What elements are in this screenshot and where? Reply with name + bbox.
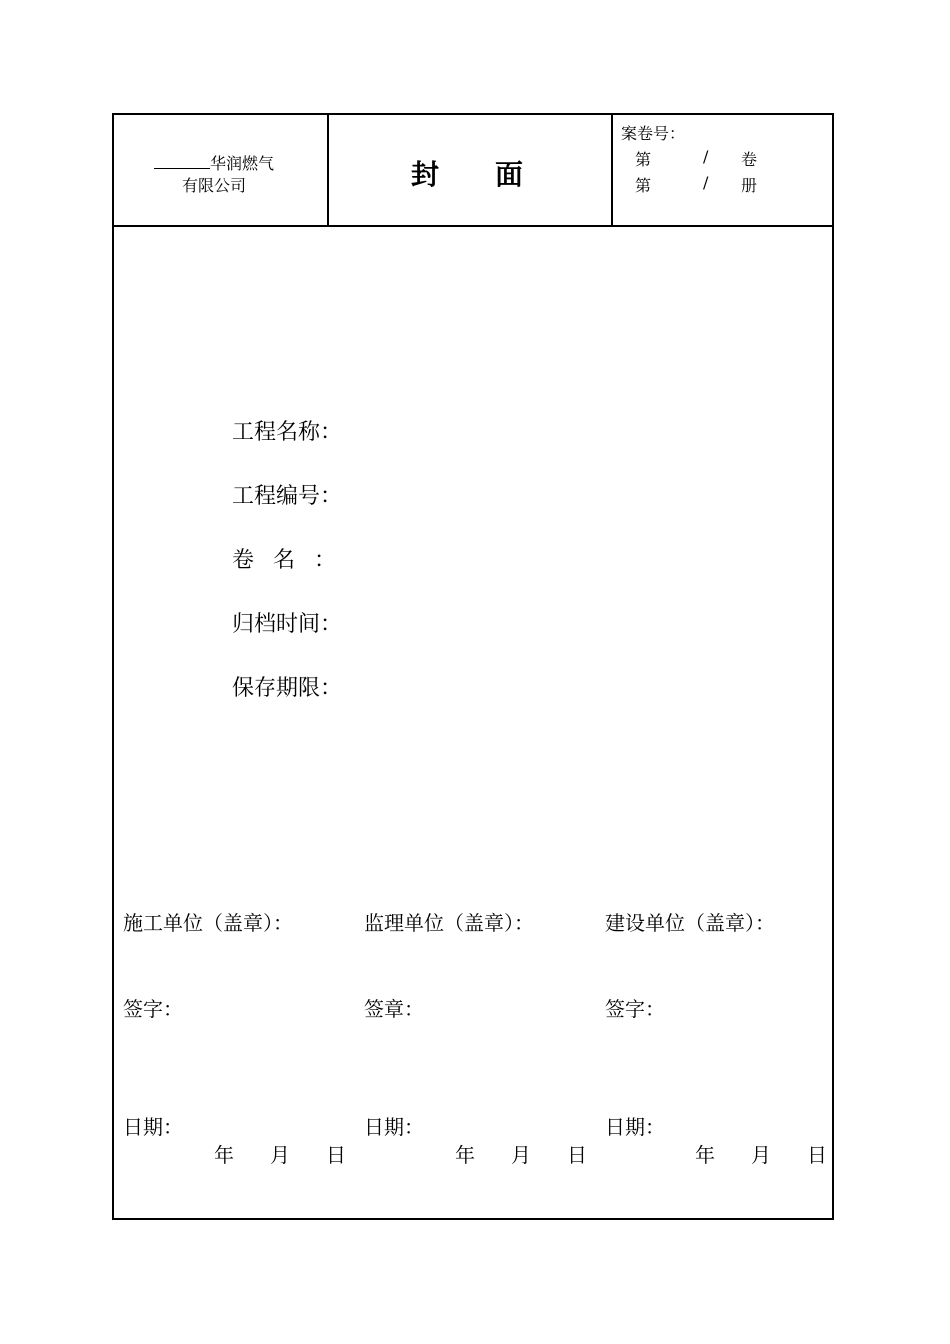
booklet-row-prefix: 第 (635, 176, 652, 195)
year-label: 年 (455, 1143, 475, 1167)
volume-row-unit: 卷 (741, 150, 758, 169)
volume-name-label (232, 543, 336, 574)
volume-row-slash: / (703, 147, 709, 166)
supervision-date-label: 日期： (364, 1115, 424, 1139)
project-name-label: 工程名称： (232, 420, 343, 445)
volume-row-prefix: 第 (635, 150, 652, 169)
construction-unit-label: 施工单位（盖章）： (123, 911, 293, 935)
owner-unit-label: 建设单位（盖章）： (605, 911, 775, 935)
page-title: 封面 (411, 158, 580, 191)
construction-sign-label: 签字： (123, 997, 183, 1021)
day-label: 日 (567, 1143, 587, 1167)
day-label: 日 (326, 1143, 346, 1167)
booklet-row-unit: 册 (741, 176, 758, 195)
volume-cell (613, 115, 832, 225)
month-label: 月 (751, 1143, 771, 1167)
year-label: 年 (214, 1143, 234, 1167)
company-name-line2: 有限公司 (182, 176, 247, 195)
company-name-blank (154, 153, 210, 169)
owner-date-label: 日期： (605, 1115, 665, 1139)
day-label: 日 (807, 1143, 827, 1167)
month-label: 月 (511, 1143, 531, 1167)
volume-name-text: 卷名： (232, 548, 336, 573)
title-cell (329, 115, 613, 225)
month-label: 月 (270, 1143, 290, 1167)
volume-number-label: 案卷号： (621, 124, 686, 143)
cover-header (114, 115, 832, 227)
project-number-label: 工程编号： (232, 484, 343, 509)
supervision-unit-label: 监理单位（盖章）： (364, 911, 534, 935)
construction-date-label: 日期： (123, 1115, 183, 1139)
owner-sign-label: 签字： (605, 997, 665, 1021)
company-name-line1 (154, 151, 274, 174)
company-cell (114, 115, 329, 225)
supervision-seal-label: 签章： (364, 997, 424, 1021)
retention-period-label: 保存期限： (232, 676, 343, 701)
company-suffix: 华润燃气 (210, 154, 275, 173)
booklet-row-slash: / (703, 173, 709, 192)
cover-frame (112, 113, 834, 1220)
archive-time-label: 归档时间： (232, 612, 343, 637)
year-label: 年 (695, 1143, 715, 1167)
